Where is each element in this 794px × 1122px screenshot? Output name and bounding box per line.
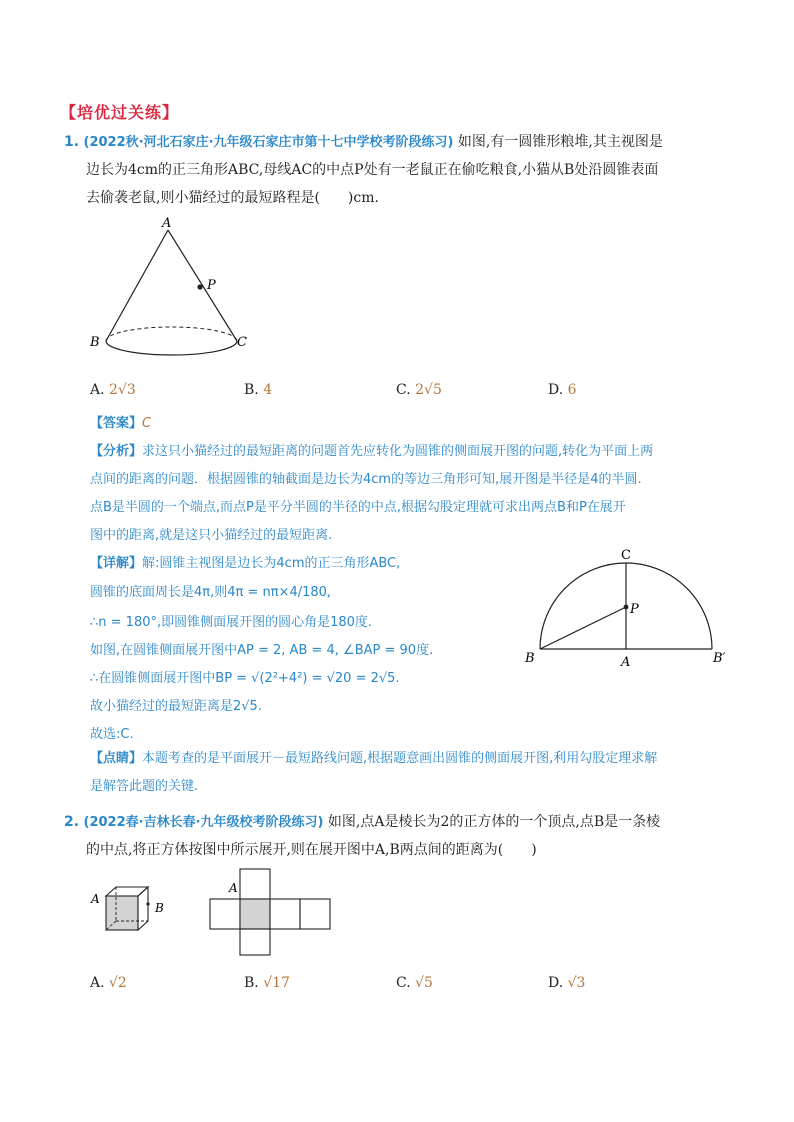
net-right-face	[270, 899, 300, 929]
q2-option-b-label: B.	[244, 975, 259, 991]
detail-line-2: 圆锥的底面周长是4π,则4π = nπ×4/180,	[90, 585, 332, 600]
q2-source: (2022春·吉林长春·九年级校考阶段练习)	[83, 815, 324, 830]
detail-tag: 【详解】	[90, 556, 143, 571]
q1-option-d-label: D.	[548, 382, 564, 398]
detail-line-1	[90, 550, 400, 578]
cube-front-face	[106, 896, 138, 930]
q2-option-a-value: √2	[109, 975, 127, 991]
q1-line2: 边长为4cm的正三角形ABC,母线AC的中点P处有一老鼠正在偷吃粮食,小猫从B处沿圆锥表面	[86, 162, 659, 178]
comment-tag: 【点睛】	[90, 751, 143, 766]
comment-text-1: 本题考查的是平面展开－最短路线问题,根据题意画出圆锥的侧面展开图,利用勾股定理求解	[142, 751, 658, 766]
analysis-line-2: 点间的距离的问题．根据圆锥的轴截面是边长为4cm的等边三角形可知,展开图是半径是4的半圆.	[90, 472, 642, 487]
q2-option-b-value: √17	[263, 975, 290, 991]
q1-option-d[interactable]	[548, 382, 577, 398]
q1-option-c-label: C.	[396, 382, 411, 398]
q1-option-a-label: A.	[90, 382, 105, 398]
q2-line1	[64, 808, 660, 837]
q1-semicircle-figure	[520, 545, 745, 670]
q2-option-c[interactable]	[396, 975, 433, 991]
q1-option-b-value: 4	[263, 382, 273, 398]
section-title: 【培优过关练】	[60, 103, 180, 122]
q2-net-figure	[200, 865, 340, 957]
analysis-tag: 【分析】	[90, 444, 143, 459]
q2-option-d-value: √3	[567, 975, 586, 991]
fig2-label-b: B	[525, 651, 535, 666]
cone-edge-ab	[106, 230, 168, 341]
detail-line-6: 故小猫经过的最短距离是2√5.	[90, 699, 262, 714]
q1-line1	[64, 128, 663, 157]
q1-cone-figure	[86, 215, 256, 365]
q2-option-d-label: D.	[548, 975, 564, 991]
q2-option-a[interactable]	[90, 975, 127, 991]
q1-line3: 去偷袭老鼠,则小猫经过的最短路程是( )cm.	[86, 190, 379, 206]
comment-line-2: 是解答此题的关键.	[90, 779, 199, 794]
detail-line-7: 故选:C.	[90, 727, 134, 742]
detail-line-5: ∴在圆锥侧面展开图中BP = √(2²+4²) = √20 = 2√5.	[90, 671, 400, 686]
net-label-a: A	[229, 881, 238, 895]
q2-line2: 的中点,将正方体按图中所示展开,则在展开图中A,B两点间的距离为( )	[86, 842, 537, 858]
q2-option-c-value: √5	[415, 975, 433, 991]
analysis-line-3: 点B是半圆的一个端点,而点P是平分半圆的半径的中点,根据勾股定理就可求出两点B和P在展开	[90, 500, 626, 515]
q2-option-c-label: C.	[396, 975, 411, 991]
q1-answer	[90, 410, 151, 438]
label-c: C	[237, 335, 247, 350]
cone-base-front	[106, 341, 237, 355]
cone-base-back	[106, 327, 237, 341]
fig2-label-p: P	[630, 602, 639, 617]
net-far-right-face	[300, 899, 330, 929]
q1-option-d-value: 6	[567, 382, 577, 398]
analysis-text-1: 求这只小猫经过的最短距离的问题首先应转化为圆锥的侧面展开图的问题,转化为平面上两	[142, 444, 654, 459]
q2-cube-figure	[88, 882, 178, 942]
q1-stem-part1: 如图,有一圆锥形粮堆,其主视图是	[457, 134, 663, 150]
detail-line-4: 如图,在圆锥侧面展开图中AP = 2, AB = 4, ∠BAP = 90度.	[90, 643, 434, 658]
answer-value: C	[142, 416, 152, 431]
q2-option-d[interactable]	[548, 975, 585, 991]
analysis-line-4: 图中的距离,就是这只小猫经过的最短距离.	[90, 528, 333, 543]
detail-text-1: 解:圆锥主视图是边长为4cm的正三角形ABC,	[142, 556, 401, 571]
label-p: P	[207, 278, 216, 293]
net-top-face	[240, 869, 270, 899]
cone-edge-ac	[168, 230, 237, 341]
point-p	[197, 284, 202, 289]
q1-option-c-value: 2√5	[415, 382, 442, 398]
segment-bp	[540, 607, 626, 649]
net-shaded-face	[240, 899, 270, 929]
answer-tag: 【答案】	[90, 416, 143, 431]
cube-label-a: A	[91, 892, 100, 906]
net-bottom-face	[240, 929, 270, 955]
q2-number: 2.	[64, 814, 80, 830]
comment-line-1	[90, 745, 657, 773]
q1-number: 1.	[64, 134, 80, 150]
cube-top-face	[106, 887, 148, 896]
q2-option-b[interactable]	[244, 975, 290, 991]
q1-option-a-value: 2√3	[109, 382, 136, 398]
label-a: A	[162, 216, 172, 231]
cube-side-face	[138, 887, 148, 930]
analysis-line-1	[90, 438, 653, 466]
q1-option-b-label: B.	[244, 382, 259, 398]
cube-label-b: B	[155, 901, 164, 915]
fig2-label-b-prime: B′	[713, 651, 726, 666]
fig2-label-c: C	[621, 548, 631, 563]
q1-option-b[interactable]	[244, 382, 272, 398]
detail-line-3: ∴n = 180°,即圆锥侧面展开图的圆心角是180度.	[90, 615, 373, 630]
cube-point-b	[146, 902, 149, 905]
q2-option-a-label: A.	[90, 975, 105, 991]
q1-option-a[interactable]	[90, 382, 136, 398]
q2-stem-part1: 如图,点A是棱长为2的正方体的一个顶点,点B是一条棱	[327, 814, 661, 830]
q1-option-c[interactable]	[396, 382, 442, 398]
semicircle-point-p	[624, 605, 629, 610]
label-b: B	[90, 335, 100, 350]
q1-source: (2022秋·河北石家庄·九年级石家庄市第十七中学校考阶段练习)	[83, 135, 454, 150]
fig2-label-a: A	[621, 655, 631, 670]
net-left-face	[210, 899, 240, 929]
